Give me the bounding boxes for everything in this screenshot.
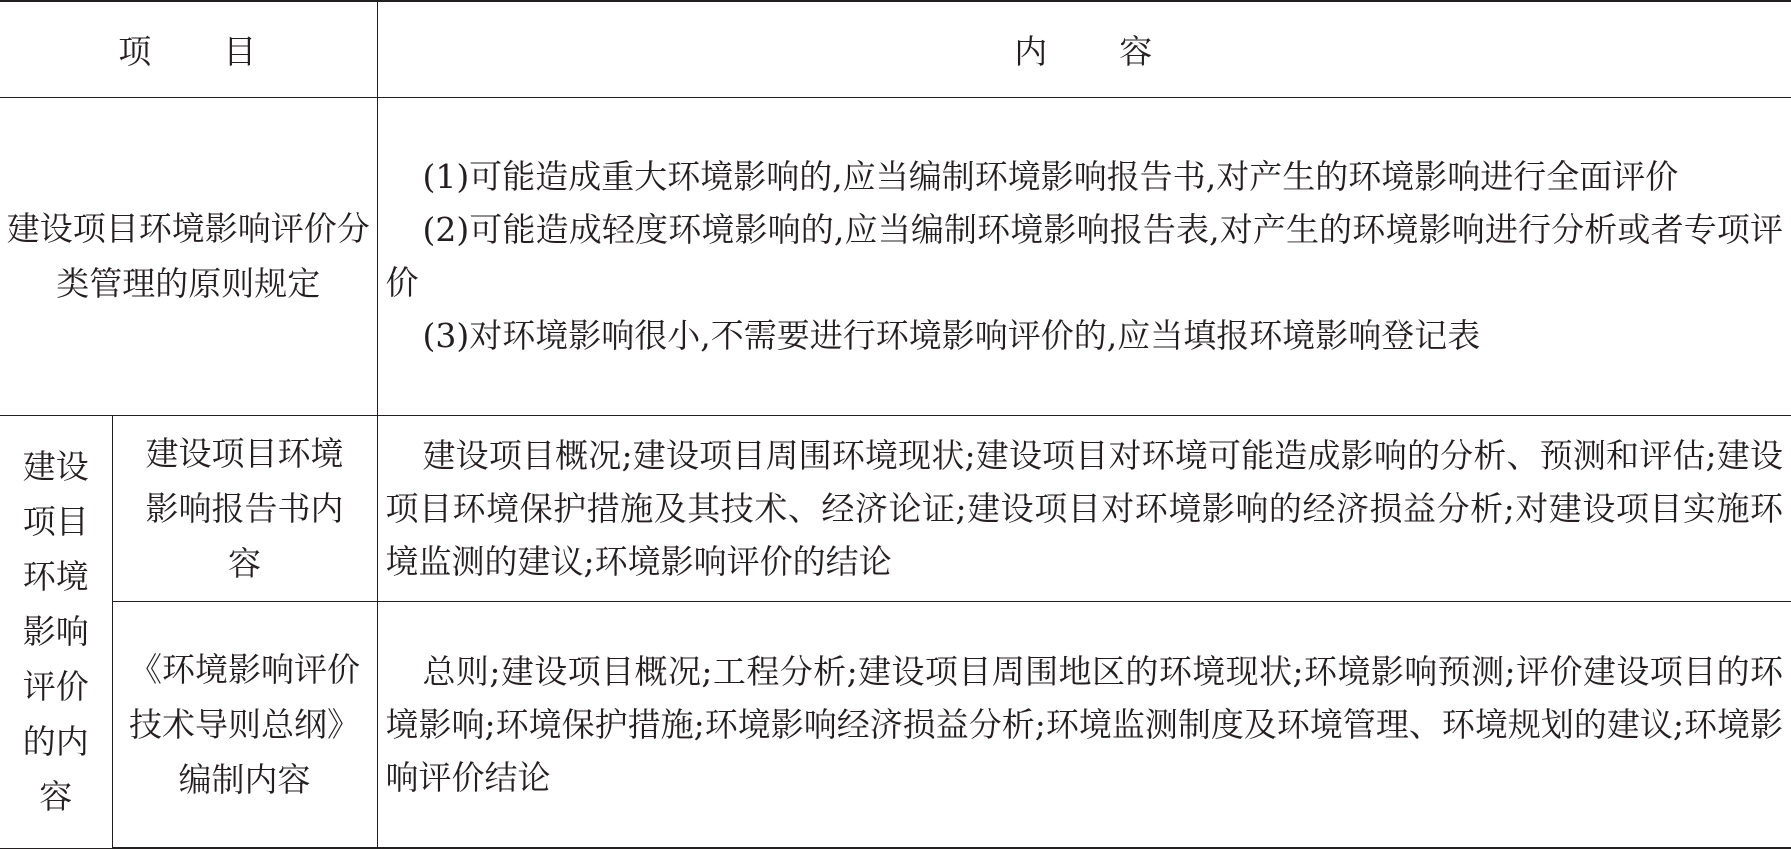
principle-content-cell	[377, 97, 1791, 415]
header-content-cell	[377, 1, 1791, 97]
principle-label: 建设项目环境影响评价分类管理的原则规定	[7, 209, 370, 303]
header-row	[0, 1, 1791, 97]
guideline-content-cell	[377, 601, 1791, 848]
guideline-label-cell	[112, 601, 377, 848]
principle-item-1: (1)可能造成重大环境影响的,应当编制环境影响报告书,对产生的环境影响进行全面评价	[378, 150, 1791, 203]
principle-label-cell	[0, 97, 377, 415]
group-label-cell	[0, 415, 112, 848]
principle-row	[0, 97, 1791, 415]
guideline-content: 总则;建设项目概况;工程分析;建设项目周围地区的环境现状;环境影响预测;评价建设项目的环境影响;环境保护措施;环境影响经济损益分析;环境监测制度及环境管理、环境规划的建议;环境影响评价结论	[378, 645, 1791, 804]
report-content-cell	[377, 415, 1791, 601]
header-item-label: 项 目	[118, 32, 258, 71]
guideline-content-row	[0, 601, 1791, 848]
header-item-cell	[0, 1, 377, 97]
report-content: 建设项目概况;建设项目周围环境现状;建设项目对环境可能造成影响的分析、预测和评估;建设项目环境保护措施及其技术、经济论证;建设项目对环境影响的经济损益分析;对建设项目实施环境监测的建议;环境影响评价的结论	[378, 429, 1791, 588]
principle-item-3: (3)对环境影响很小,不需要进行环境影响评价的,应当填报环境影响登记表	[378, 309, 1791, 362]
report-content-row	[0, 415, 1791, 601]
guideline-label: 《环境影响评价技术导则总纲》编制内容	[129, 650, 360, 799]
principle-item-2: (2)可能造成轻度环境影响的,应当编制环境影响报告表,对产生的环境影响进行分析或者专项评价	[378, 203, 1791, 309]
group-label: 建设项目环境影响评价的内容	[20, 439, 92, 824]
report-label-cell	[112, 415, 377, 601]
header-content-label: 内 容	[1014, 32, 1154, 71]
report-label: 建设项目环境影响报告书内容	[146, 434, 344, 583]
